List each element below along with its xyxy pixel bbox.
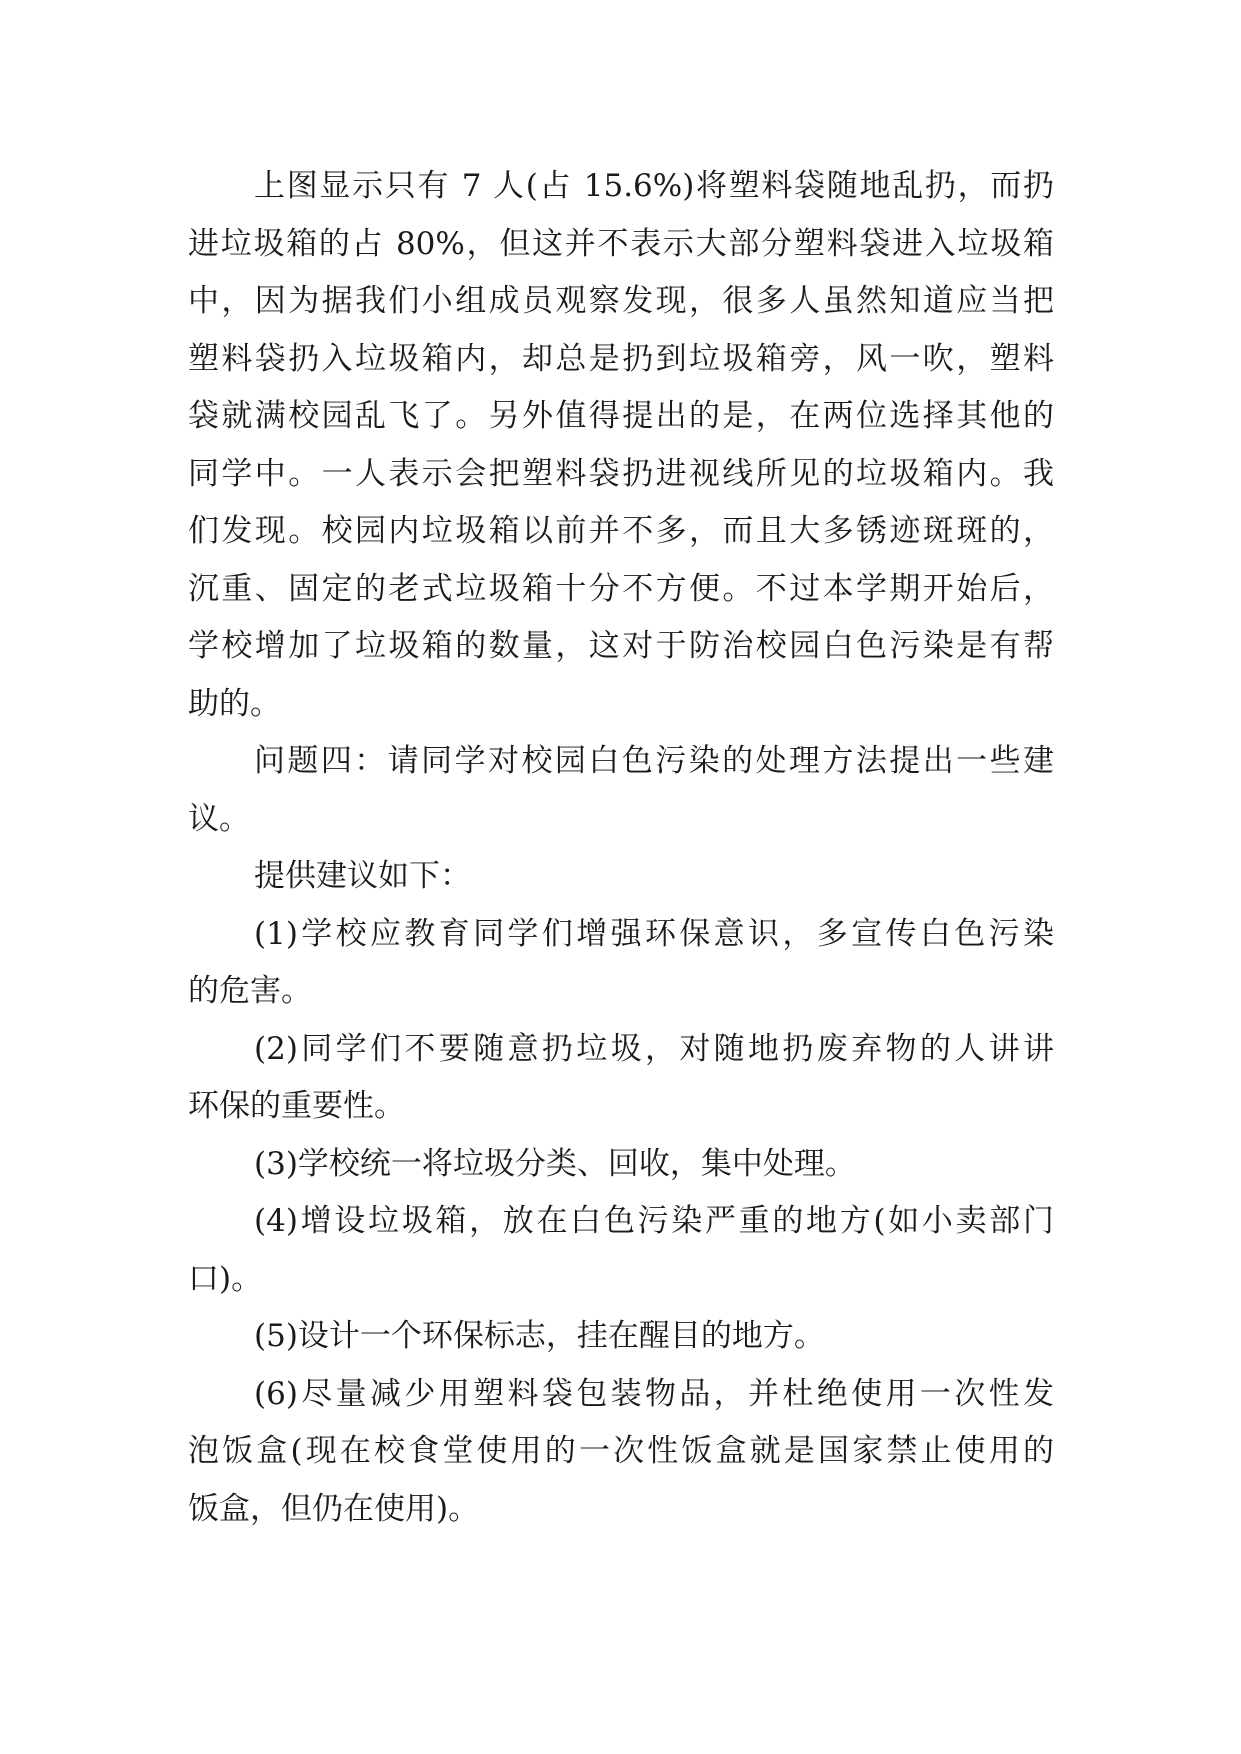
text-line: 同学中。一人表示会把塑料袋扔进视线所见的垃圾箱内。我 <box>188 455 1054 492</box>
text-line: (4)增设垃圾箱，放在白色污染严重的地方(如小卖部门 <box>254 1203 1054 1239</box>
text-line: 提供建议如下： <box>254 858 471 894</box>
text-line: 塑料袋扔入垃圾箱内，却总是扔到垃圾箱旁，风一吹，塑料 <box>188 340 1054 377</box>
text-line: 袋就满校园乱飞了。另外值得提出的是，在两位选择其他的 <box>188 398 1054 434</box>
text-line: 问题四：请同学对校园白色污染的处理方法提出一些建 <box>254 743 1054 779</box>
text-line: 泡饭盒(现在校食堂使用的一次性饭盒就是国家禁止使用的 <box>188 1433 1054 1469</box>
text-line: 进垃圾箱的占 80%，但这并不表示大部分塑料袋进入垃圾箱 <box>188 225 1054 262</box>
text-line: 环保的重要性。 <box>188 1088 405 1124</box>
text-line: 学校增加了垃圾箱的数量，这对于防治校园白色污染是有帮 <box>188 628 1054 664</box>
text-line: (5)设计一个环保标志，挂在醒目的地方。 <box>254 1318 825 1354</box>
text-line: 们发现。校园内垃圾箱以前并不多，而且大多锈迹斑斑的， <box>188 513 1054 549</box>
text-line: 中，因为据我们小组成员观察发现，很多人虽然知道应当把 <box>188 283 1054 319</box>
text-line: (3)学校统一将垃圾分类、回收，集中处理。 <box>254 1145 856 1182</box>
text-line: 饭盒，但仍在使用)。 <box>188 1490 480 1527</box>
text-line: 助的。 <box>188 685 281 722</box>
text-line: 上图显示只有 7 人(占 15.6%)将塑料袋随地乱扔，而扔 <box>254 168 1054 204</box>
text-line: (6)尽量减少用塑料袋包装物品，并杜绝使用一次性发 <box>254 1375 1054 1412</box>
text-line: 的危害。 <box>188 973 312 1009</box>
text-line: (2)同学们不要随意扔垃圾，对随地扔废弃物的人讲讲 <box>254 1030 1054 1067</box>
text-line: 沉重、固定的老式垃圾箱十分不方便。不过本学期开始后， <box>188 570 1054 607</box>
text-line: (1)学校应教育同学们增强环保意识，多宣传白色污染 <box>254 915 1054 952</box>
text-line: 议。 <box>188 800 250 837</box>
document-body <box>188 158 1054 1538</box>
text-line: 口)。 <box>188 1260 263 1297</box>
